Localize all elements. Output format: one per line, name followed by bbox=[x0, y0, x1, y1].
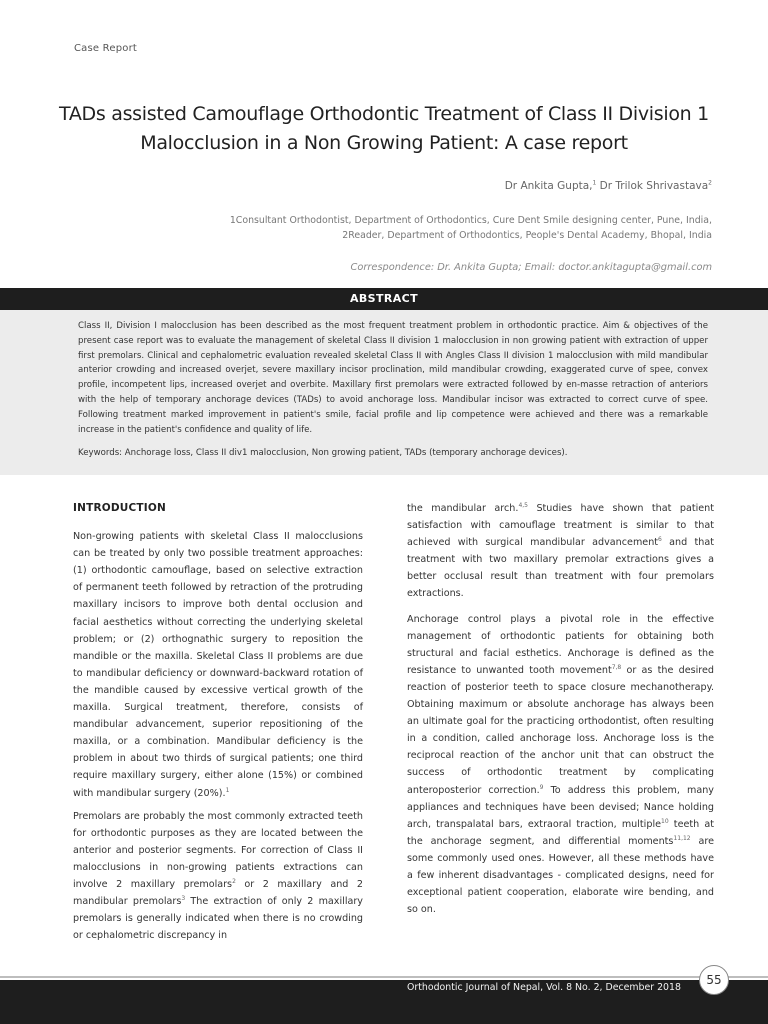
paragraph-1: Non-growing patients with skeletal Class II malocclusions can be treated by only two possible treatment approaches: (1) orthodontic camouflage, based on selective extraction of permanent teeth followed by retraction of the protruding maxillary incisors to improve both dental occlusion and facial aesthetics without correcting the underlying skeletal problem; or (2) orthognathic surgery to reposition the mandible or the maxilla. Skeletal Class II problems are due to mandibular deficiency or downward-backward rotation of the mandible caused by excessive vertical growth of the maxilla. Surgical treatment, therefore, consists of mandibular advancement, superior repositioning of the maxilla, or a combination. Mandibular deficiency is the problem in about two thirds of surgical patients; one third require maxillary surgery, either alone (15%) or combined with mandibular surgery (20%).$^1$ bbox=[73, 531, 363, 799]
email-label: Email: bbox=[524, 262, 559, 273]
introduction-heading: INTRODUCTION bbox=[73, 502, 166, 514]
correspondence bbox=[351, 262, 712, 273]
affiliations bbox=[152, 213, 712, 243]
paragraph-3: the mandibular arch.$^{4,5}$ Studies have shown that patient satisfaction with camouflage treatment is similar to that achieved with surgical mandibular advancement$^6$ and that treatment with two maxillary premolar extractions gives a better occlusal result than treatment with four premolars extractions. bbox=[407, 501, 715, 600]
article-title bbox=[40, 100, 728, 158]
correspondence-name: Dr. Ankita Gupta; bbox=[437, 262, 525, 273]
left-column bbox=[73, 500, 363, 950]
correspondence-label: Correspondence: bbox=[350, 262, 438, 273]
paragraph-4: Anchorage control plays a pivotal role in the effective management of orthodontic patients for obtaining both structural and facial esthetics. Anchorage is defined as the resistance to unwanted tooth movement$^{7,8}$ or as the desired reaction of posterior teeth to space closure mechanotherapy. Obtaining maximum or absolute anchorage has always been an ultimate goal for the practicing orthodontist, often resulting in a condition, called anchorage loss. Anchorage loss is the reciprocal reaction of the anchor unit that can obstruct the success of orthodontic treatment by complicating anteroposterior correction.$^9$ To address this problem, many appliances and techniques have been devised; Nance holding arch, transpalatal bars, extraoral traction, multiple$^{10}$ teeth at the anchorage segment, and differential moments$^{11,12}$ are some commonly used ones. However, all these methods have a few inherent disadvantages - complicated designs, need for exceptional patient cooperation, elaborate wire bending, and so on. bbox=[407, 613, 714, 916]
affiliation-2-number: 2 bbox=[342, 230, 349, 241]
affiliation-1: 1Consultant Orthodontist, Department of Orthodontics, Cure Dent Smile designing center, Pune, India, bbox=[229, 215, 712, 226]
author-1: Dr Ankita Gupta, bbox=[504, 180, 593, 192]
citation: 6 bbox=[658, 536, 662, 543]
journal-citation: Orthodontic Journal of Nepal, Vol. 8 No. 2, December 2018 bbox=[407, 982, 681, 993]
citation: 4,5 bbox=[518, 501, 528, 509]
citation: 9 bbox=[539, 783, 544, 791]
author-2: Dr Trilok Shrivastava bbox=[596, 180, 709, 192]
author-2-affil-marker: 2 bbox=[708, 179, 712, 187]
affiliation-1-number: 1 bbox=[229, 215, 236, 226]
footer-divider bbox=[0, 976, 768, 978]
citation: 11,12 bbox=[673, 834, 691, 842]
section-label: Case Report bbox=[74, 43, 138, 54]
author-line bbox=[505, 180, 712, 192]
abstract-text: Class II, Division I malocclusion has been described as the most frequent treatment problem in orthodontic practice. Aim & objectives of the present case report was to evaluate the management of skeletal Class II division 1 malocclusion in non growing patient with extraction of upper first premolars. Clinical and cephalometric evaluation revealed skeletal Class II with Angles Class II division 1 malocclusion with mild mandibular anterior crowding and increased overjet, severe maxillary incisor proclination, mild mandibular crowding, exaggerated curve of spee, convex profile, incompetent lips, increased overjet and overbite. Maxillary first premolars were extracted followed by en-masse retraction of anteriors with the help of temporary anchorage devices (TADs) to avoid anchorage loss. Mandibular incisor was extracted to correct curve of spee. Following treatment marked improvement in patient's smile, facial profile and lip competence were achieved and there was a remarkable increase in the patient's confidence and quality of life. bbox=[78, 321, 708, 435]
citation: 2 bbox=[232, 877, 236, 885]
citation: 7,8 bbox=[611, 663, 622, 671]
title-line-1: TADs assisted Camouflage Orthodontic Treatment of Class II Division 1 bbox=[59, 103, 709, 125]
affiliation-2: 2Reader, Department of Orthodontics, People's Dental Academy, Bhopal, India bbox=[342, 230, 712, 241]
page-number: 55 bbox=[699, 965, 729, 995]
paragraph-2: Premolars are probably the most commonly extracted teeth for orthodontic purposes as they are located between the anterior and posterior segments. For correction of Class II malocclusions in non-growing patients extractions can involve 2 maxillary premolars$^2$ or 2 maxillary and 2 mandibular premolars$^3$ The extraction of only 2 maxillary premolars is generally indicated when there is no crowding or cephalometric discrepancy in bbox=[73, 810, 364, 942]
abstract-box bbox=[0, 310, 768, 475]
title-line-2: Malocclusion in a Non Growing Patient: A case report bbox=[140, 132, 628, 154]
abstract-heading: ABSTRACT bbox=[0, 288, 768, 310]
citation: 1 bbox=[225, 786, 230, 794]
keywords: Keywords: Anchorage loss, Class II div1 malocclusion, Non growing patient, TADs (temporary anchorage devices). bbox=[78, 448, 568, 459]
author-1-affil-marker: 1 bbox=[592, 179, 597, 187]
correspondence-email[interactable]: doctor.ankitagupta@gmail.com bbox=[558, 262, 712, 273]
citation: 3 bbox=[181, 894, 186, 902]
right-column bbox=[407, 500, 714, 926]
citation: 10 bbox=[661, 817, 669, 825]
